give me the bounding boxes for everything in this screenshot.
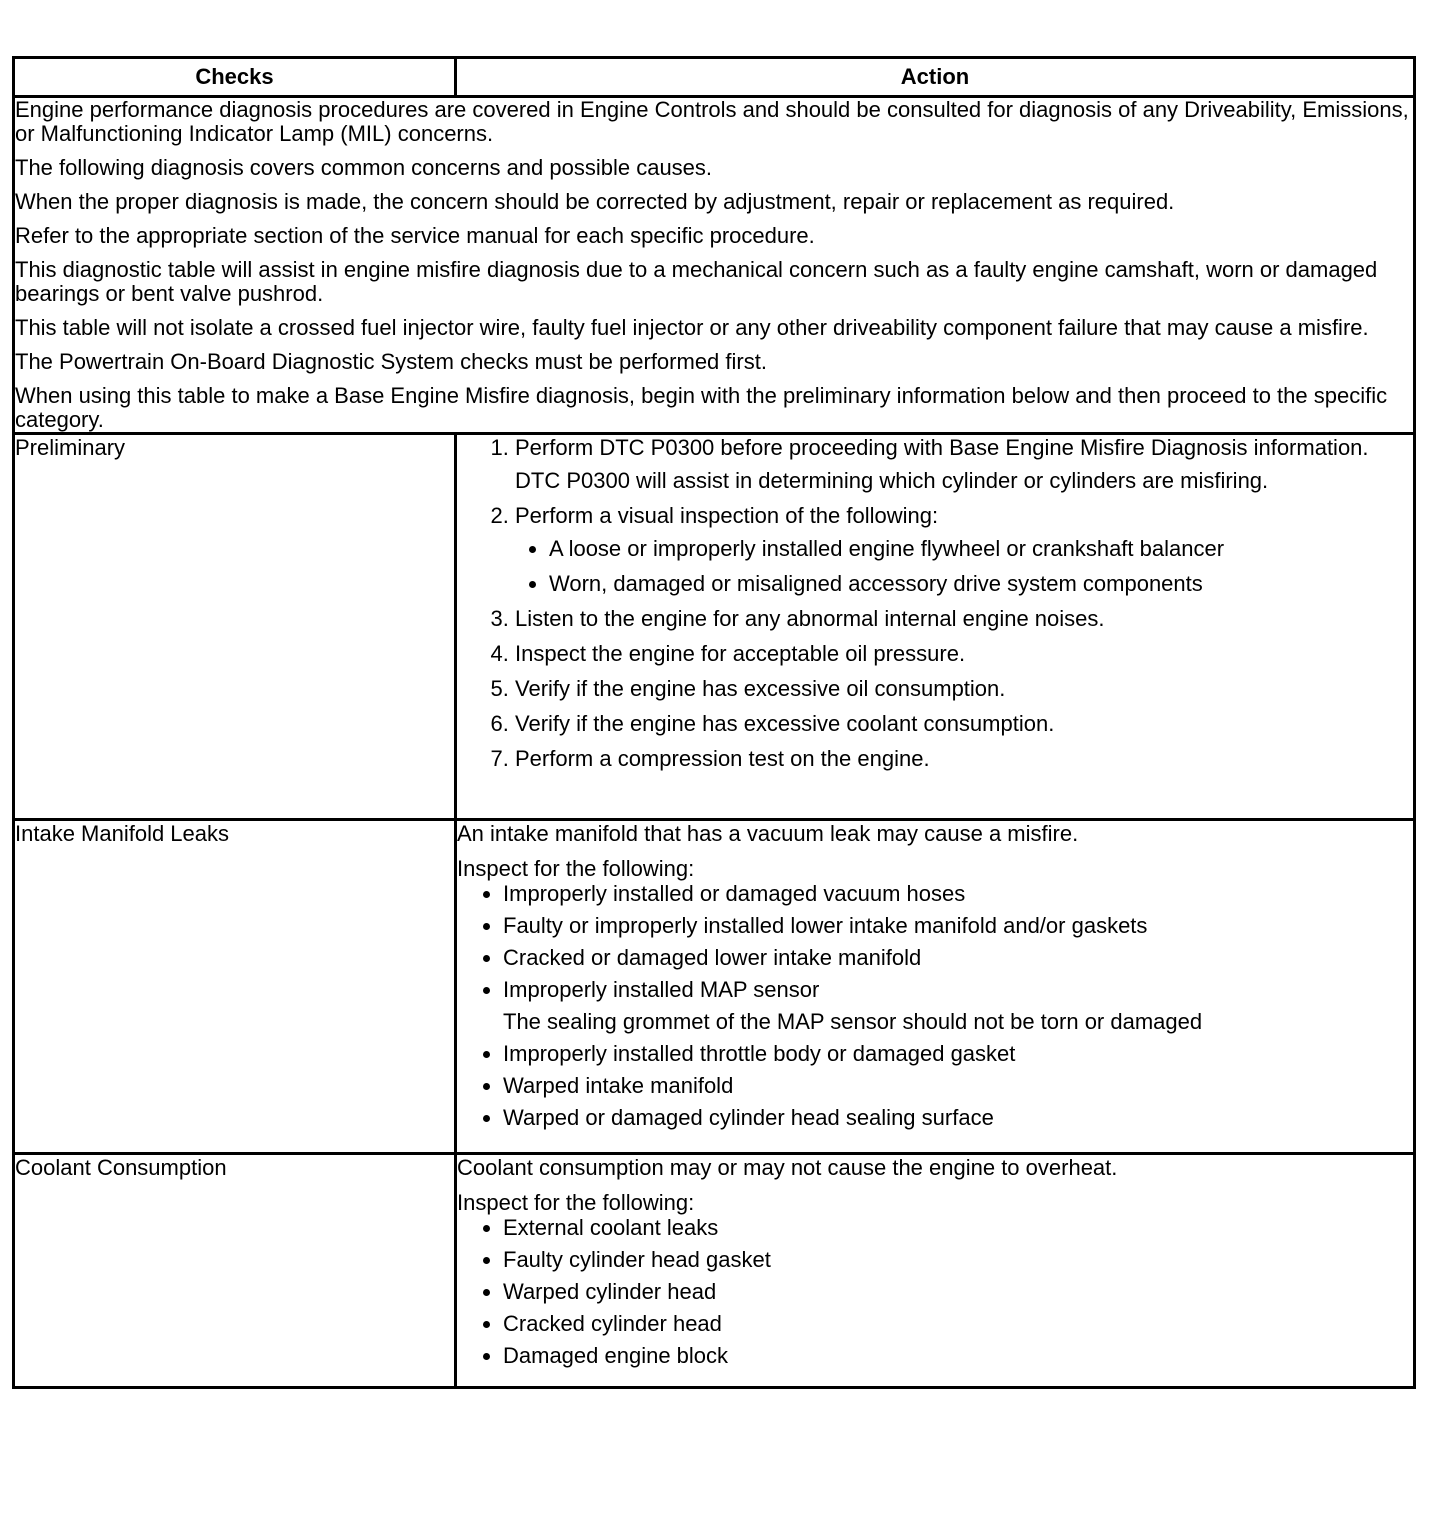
intro-paragraph: This table will not isolate a crossed fuel injector wire, faulty fuel injector or any other driveability component failure that may cause a misfire. <box>15 315 1369 340</box>
step-text: Perform a visual inspection of the following: <box>515 503 939 528</box>
intro-paragraph: The Powertrain On-Board Diagnostic System checks must be performed first. <box>15 349 767 374</box>
bullet-item: • Damaged engine block <box>503 1343 1413 1368</box>
action-preliminary <box>456 434 1415 820</box>
action-intake-manifold-leaks <box>456 820 1415 1154</box>
coolant-row <box>14 1154 1415 1388</box>
bullet-item: • Faulty or improperly installed lower intake manifold and/or gaskets <box>503 913 1413 938</box>
header-checks: Checks <box>14 58 456 97</box>
bullet-item: • Improperly installed or damaged vacuum hoses <box>503 881 1413 906</box>
intro-paragraph: This diagnostic table will assist in engine misfire diagnosis due to a mechanical concern such as a faulty engine camshaft, worn or damaged bearings or bent valve pushrod. <box>15 257 1378 306</box>
step-item: 4. Inspect the engine for acceptable oil pressure. <box>515 641 1413 666</box>
check-intake-manifold-leaks: Intake Manifold Leaks <box>14 820 456 1154</box>
preliminary-steps <box>457 435 1413 771</box>
bullet-item: • A loose or improperly installed engine flywheel or crankshaft balancer <box>549 536 1413 561</box>
bullet-item: • Cracked cylinder head <box>503 1311 1413 1336</box>
step-bullets <box>515 536 1413 596</box>
header-row <box>14 58 1415 97</box>
diagnosis-table <box>12 56 1416 1389</box>
intro-paragraph: When the proper diagnosis is made, the concern should be corrected by adjustment, repair or replacement as required. <box>15 189 1175 214</box>
coolant-bullets <box>457 1215 1413 1368</box>
step-item: 5. Verify if the engine has excessive oil consumption. <box>515 676 1413 701</box>
intro-paragraph: Refer to the appropriate section of the service manual for each specific procedure. <box>15 223 815 248</box>
intro-paragraph: Engine performance diagnosis procedures are covered in Engine Controls and should be consulted for diagnosis of any Driveability, Emissions, or Malfunctioning Indicator Lamp (MIL) concerns. <box>15 97 1409 146</box>
coolant-inspect-label: Inspect for the following: <box>457 1190 695 1215</box>
intake-bullets <box>457 881 1413 1130</box>
bullet-item: • External coolant leaks <box>503 1215 1413 1240</box>
bullet-item: • Warped or damaged cylinder head sealing surface <box>503 1105 1413 1130</box>
intro-paragraph: When using this table to make a Base Engine Misfire diagnosis, begin with the preliminary information below and then proceed to the specific category. <box>15 383 1388 432</box>
step-item: 7. Perform a compression test on the engine. <box>515 746 1413 771</box>
intro-row <box>14 97 1415 434</box>
step-item: 6. Verify if the engine has excessive coolant consumption. <box>515 711 1413 736</box>
bullet-item: • Worn, damaged or misaligned accessory drive system components <box>549 571 1413 596</box>
bullet-item <box>503 977 1413 1034</box>
action-coolant-consumption <box>456 1154 1415 1388</box>
step-item <box>515 435 1413 493</box>
bullet-item: • Improperly installed throttle body or damaged gasket <box>503 1041 1413 1066</box>
intro-paragraph: The following diagnosis covers common concerns and possible causes. <box>15 155 713 180</box>
header-action: Action <box>456 58 1415 97</box>
bullet-item: • Warped intake manifold <box>503 1073 1413 1098</box>
step-item <box>515 503 1413 596</box>
step-text: Perform DTC P0300 before proceeding with Base Engine Misfire Diagnosis information. <box>515 435 1369 460</box>
coolant-lead: Coolant consumption may or may not cause the engine to overheat. <box>457 1155 1118 1180</box>
step-item: 3. Listen to the engine for any abnormal internal engine noises. <box>515 606 1413 631</box>
check-preliminary: Preliminary <box>14 434 456 820</box>
map-sensor-note: The sealing grommet of the MAP sensor should not be torn or damaged <box>503 1009 1203 1034</box>
bullet-item: • Faulty cylinder head gasket <box>503 1247 1413 1272</box>
intake-inspect-label: Inspect for the following: <box>457 856 695 881</box>
intro-cell <box>14 97 1415 434</box>
bullet-item: • Cracked or damaged lower intake manifold <box>503 945 1413 970</box>
intake-lead: An intake manifold that has a vacuum leak may cause a misfire. <box>457 821 1079 846</box>
intake-row <box>14 820 1415 1154</box>
bullet-item: • Warped cylinder head <box>503 1279 1413 1304</box>
bullet-text: Improperly installed MAP sensor <box>503 977 820 1002</box>
preliminary-row <box>14 434 1415 820</box>
check-coolant-consumption: Coolant Consumption <box>14 1154 456 1388</box>
step-note: DTC P0300 will assist in determining which cylinder or cylinders are misfiring. <box>515 468 1269 493</box>
